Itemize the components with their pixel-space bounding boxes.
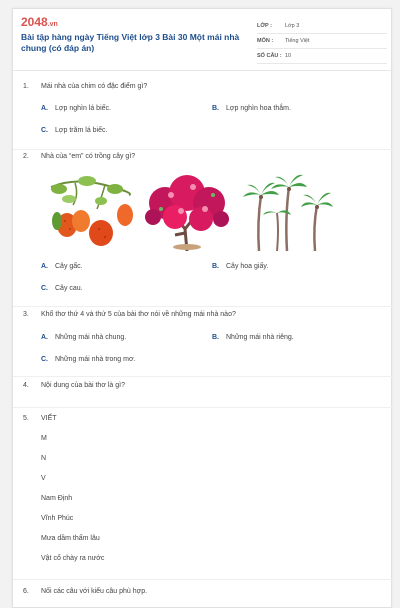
divider	[13, 306, 393, 307]
question-text: Khổ thơ thứ 4 và thứ 5 của bài thơ nói về những mái nhà nào?	[41, 311, 236, 318]
question-number: 6.	[23, 588, 29, 595]
meta-value: Tiếng Việt	[285, 38, 310, 44]
question-number: 1.	[23, 83, 29, 90]
question-number: 5.	[23, 415, 29, 422]
question-4	[23, 382, 125, 389]
writing-line: M	[41, 435, 47, 442]
option-label: A.	[41, 334, 48, 341]
option-label: C.	[41, 285, 48, 292]
question-5	[23, 415, 57, 422]
option-3a[interactable]	[41, 334, 126, 341]
option-3c[interactable]	[41, 356, 135, 363]
divider	[13, 407, 393, 408]
question-6	[23, 588, 147, 595]
question-number: 3.	[23, 311, 29, 318]
question-3	[23, 311, 236, 318]
writing-line: Vật cổ chày ra nước	[41, 555, 105, 562]
option-text: Những mái nhà trong mơ.	[55, 356, 136, 363]
option-text: Những mái nhà chung.	[55, 334, 127, 341]
logo-main: 2048	[21, 15, 48, 29]
option-text: Lợp nghìn lá biếc.	[55, 105, 111, 112]
gac-fruit-image	[45, 175, 133, 251]
divider	[13, 376, 393, 377]
worksheet-page	[12, 8, 392, 608]
option-label: B.	[212, 334, 219, 341]
meta-value: 10	[285, 53, 292, 59]
writing-line: Mưa dầm thấm lâu	[41, 535, 100, 542]
writing-line: V	[41, 475, 46, 482]
question-2	[23, 153, 135, 160]
meta-row-subject	[257, 34, 387, 49]
question-text: Mái nhà của chim có đặc điểm gì?	[41, 83, 148, 90]
option-text: Cây gấc.	[55, 263, 83, 270]
meta-key: MÔN :	[257, 38, 274, 44]
option-text: Cây hoa giấy.	[226, 263, 269, 270]
option-text: Lợp trăm lá biếc.	[55, 127, 108, 134]
meta-table	[257, 19, 387, 64]
option-3b[interactable]	[212, 334, 294, 341]
meta-key: LỚP :	[257, 23, 272, 29]
option-label: C.	[41, 127, 48, 134]
option-text: Những mái nhà riêng.	[226, 334, 294, 341]
option-2c[interactable]	[41, 285, 83, 292]
question-text: Nội dung của bài thơ là gì?	[41, 382, 125, 389]
option-1b[interactable]	[212, 105, 291, 112]
option-label: A.	[41, 105, 48, 112]
meta-value: Lớp 3	[285, 23, 300, 29]
option-label: C.	[41, 356, 48, 363]
option-label: B.	[212, 263, 219, 270]
question-1	[23, 83, 147, 90]
question-text: Nhà của “em” có trồng cây gì?	[41, 153, 136, 160]
option-2a[interactable]	[41, 263, 83, 270]
option-2b[interactable]	[212, 263, 268, 270]
bougainvillea-image	[141, 173, 233, 253]
logo-suffix: .vn	[47, 21, 58, 28]
divider	[13, 149, 393, 150]
question-text: Nối các câu với kiểu câu phù hợp.	[41, 588, 148, 595]
site-logo[interactable]	[21, 15, 58, 29]
divider	[13, 579, 393, 580]
palm-trees-image	[241, 173, 333, 253]
option-label: B.	[212, 105, 219, 112]
writing-line: N	[41, 455, 47, 462]
writing-line: Vĩnh Phúc	[41, 515, 74, 522]
option-label: A.	[41, 263, 48, 270]
option-text: Lợp nghìn hoa thắm.	[226, 105, 291, 112]
meta-row-class	[257, 19, 387, 34]
meta-row-count	[257, 49, 387, 64]
question-number: 2.	[23, 153, 29, 160]
meta-key: SỐ CÂU :	[257, 53, 282, 59]
question-number: 4.	[23, 382, 29, 389]
option-1a[interactable]	[41, 105, 111, 112]
option-text: Cây cau.	[55, 285, 83, 292]
option-1c[interactable]	[41, 127, 107, 134]
worksheet-header	[13, 9, 393, 71]
question-text: VIẾT	[41, 415, 57, 422]
page-title: Bài tập hàng ngày Tiếng Việt lớp 3 Bài 30 Một mái nhà chung (có đáp án)	[21, 32, 240, 53]
writing-line: Nam Định	[41, 495, 73, 502]
